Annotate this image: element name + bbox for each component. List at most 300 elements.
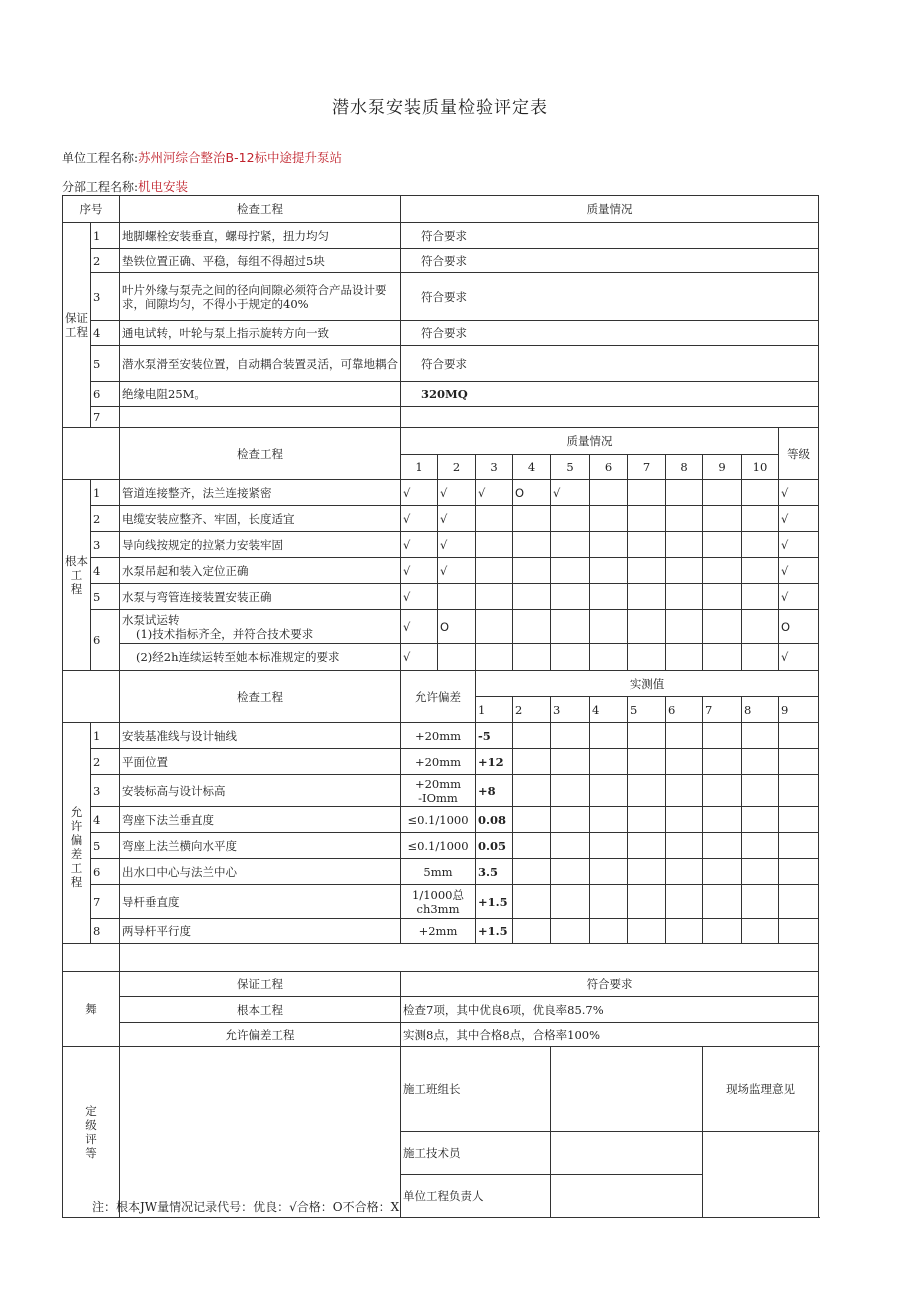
measured-empty (590, 807, 628, 833)
summary-item-value: 实测8点，其中合格8点，合格率100% (401, 1023, 819, 1047)
measured-value: 0.08 (476, 807, 513, 833)
guarantee-item: 通电试转，叶轮与泵上指示旋转方向一致 (120, 321, 401, 346)
row-number: 6 (91, 382, 120, 407)
row-number: 4 (91, 558, 120, 584)
measured-empty (742, 885, 779, 919)
measured-empty (742, 807, 779, 833)
quality-mark (742, 584, 779, 610)
measured-empty (551, 749, 590, 775)
measured-empty (628, 749, 666, 775)
summary-item-name: 保证工程 (120, 972, 401, 997)
row-number: 7 (91, 885, 120, 919)
basic-item: 水泵吊起和装入定位正确 (120, 558, 401, 584)
measured-empty (513, 807, 551, 833)
quality-mark (628, 610, 666, 644)
measured-empty (590, 885, 628, 919)
measured-value: 3.5 (476, 859, 513, 885)
guarantee-item: 垫铁位置正确、平稳，每组不得超过5块 (120, 249, 401, 273)
quality-col-number: 5 (551, 455, 590, 480)
basic-item: 管道连接整齐，法兰连接紧密 (120, 480, 401, 506)
quality-mark: √ (401, 610, 438, 644)
tolerance-item: 弯座上法兰横向水平度 (120, 833, 401, 859)
quality-col-number: 3 (476, 455, 513, 480)
row-number: 3 (91, 532, 120, 558)
table-row (63, 919, 819, 944)
tol-header-tolerance: 允许偏差 (401, 671, 476, 723)
blank-cell (63, 428, 120, 480)
row-number: 5 (91, 833, 120, 859)
basic-header-item: 检查工程 (120, 428, 401, 480)
quality-mark (551, 584, 590, 610)
table-row (63, 775, 819, 807)
table-row (63, 997, 819, 1023)
tolerance-value: ≤0.1/1000 (401, 807, 476, 833)
basic-item: 电缆安装应整齐、牢固，长度适宜 (120, 506, 401, 532)
quality-mark (742, 532, 779, 558)
quality-mark (590, 532, 628, 558)
row-number: 3 (91, 775, 120, 807)
blank-cell (63, 671, 120, 723)
quality-mark (628, 506, 666, 532)
basic-item (120, 610, 401, 644)
measured-empty (628, 775, 666, 807)
quality-mark (590, 506, 628, 532)
row-number: 6 (91, 610, 120, 671)
row-number: 2 (91, 249, 120, 273)
quality-mark (703, 584, 742, 610)
tol-header-item: 检查工程 (120, 671, 401, 723)
measured-empty (703, 859, 742, 885)
measured-empty (590, 859, 628, 885)
table-row (63, 196, 819, 223)
quality-mark (590, 480, 628, 506)
guarantee-result: 符合要求 (401, 346, 819, 382)
signature-cell (551, 1175, 703, 1218)
table-row (63, 833, 819, 859)
table-row (63, 1047, 819, 1132)
measured-empty (628, 919, 666, 944)
quality-mark (703, 644, 742, 671)
measured-col-number: 4 (590, 697, 628, 723)
row-number: 5 (91, 346, 120, 382)
measured-value: +8 (476, 775, 513, 807)
measured-value: 0.05 (476, 833, 513, 859)
measured-empty (703, 919, 742, 944)
quality-mark (628, 480, 666, 506)
measured-empty (779, 723, 819, 749)
measured-empty (513, 919, 551, 944)
quality-mark (703, 532, 742, 558)
tolerance-value: +2mm (401, 919, 476, 944)
grading-label: 定 级 评 等 (63, 1047, 120, 1218)
tolerance-item: 弯座下法兰垂直度 (120, 807, 401, 833)
measured-empty (628, 885, 666, 919)
page-title: 潜水泵安装质量检验评定表 (332, 98, 548, 118)
table-row (63, 723, 819, 749)
header-seq: 序号 (63, 196, 120, 223)
table-row (63, 749, 819, 775)
grade-mark: √ (779, 532, 819, 558)
guarantee-result (401, 407, 819, 428)
table-row (63, 944, 819, 972)
quality-mark (590, 584, 628, 610)
quality-mark (476, 584, 513, 610)
quality-mark: √ (401, 480, 438, 506)
table-row (63, 610, 819, 644)
quality-mark (666, 532, 703, 558)
tolerance-item: 导杆垂直度 (120, 885, 401, 919)
tolerance-item: 两导杆平行度 (120, 919, 401, 944)
summary-item-name: 允许偏差工程 (120, 1023, 401, 1047)
measured-empty (779, 749, 819, 775)
unit-project-value: 苏州河综合整治B-12标中途提升泵站 (138, 150, 343, 165)
measured-empty (551, 859, 590, 885)
quality-mark (703, 558, 742, 584)
measured-empty (628, 833, 666, 859)
measured-empty (703, 807, 742, 833)
measured-empty (551, 885, 590, 919)
grade-mark: O (779, 610, 819, 644)
quality-mark (438, 584, 476, 610)
table-row (63, 558, 819, 584)
tolerance-item: 出水口中心与法兰中心 (120, 859, 401, 885)
quality-mark (703, 506, 742, 532)
guarantee-result: 符合要求 (401, 223, 819, 249)
quality-mark (476, 610, 513, 644)
summary-item-value: 检查7项，其中优良6项，优良率85.7% (401, 997, 819, 1023)
measured-col-number: 2 (513, 697, 551, 723)
measured-empty (551, 919, 590, 944)
measured-empty (666, 919, 703, 944)
measured-empty (590, 723, 628, 749)
inspection-table (62, 195, 819, 1218)
measured-empty (742, 775, 779, 807)
table-row (63, 644, 819, 671)
sub-project-value: 机电安装 (138, 179, 189, 194)
guarantee-item (120, 407, 401, 428)
measured-empty (513, 833, 551, 859)
measured-empty (779, 919, 819, 944)
measured-empty (590, 775, 628, 807)
measured-empty (779, 833, 819, 859)
table-row (63, 506, 819, 532)
measured-empty (513, 749, 551, 775)
guarantee-item: 地脚螺栓安装垂直，螺母拧紧，扭力均匀 (120, 223, 401, 249)
measured-empty (590, 919, 628, 944)
measured-empty (742, 723, 779, 749)
table-row (63, 671, 819, 697)
quality-mark (513, 558, 551, 584)
basic-item-sub: (1)技术指标齐全，并符合技术要求 (136, 626, 314, 641)
guarantee-item: 绝缘电阻25M。 (120, 382, 401, 407)
quality-mark: √ (401, 584, 438, 610)
measured-empty (551, 775, 590, 807)
quality-col-number: 2 (438, 455, 476, 480)
measured-empty (703, 885, 742, 919)
basic-item: 水泵与弯管连接装置安装正确 (120, 584, 401, 610)
measured-empty (551, 833, 590, 859)
table-row (63, 885, 819, 919)
quality-mark (742, 506, 779, 532)
header-quality: 质量情况 (401, 196, 819, 223)
row-number: 4 (91, 807, 120, 833)
measured-empty (628, 859, 666, 885)
row-number: 1 (91, 480, 120, 506)
sub-project-line (62, 177, 188, 195)
quality-mark (742, 610, 779, 644)
quality-mark (476, 558, 513, 584)
table-row (63, 972, 819, 997)
grade-mark: √ (779, 558, 819, 584)
table-row (63, 382, 819, 407)
measured-empty (590, 749, 628, 775)
measured-col-number: 3 (551, 697, 590, 723)
quality-mark (590, 644, 628, 671)
quality-mark (513, 506, 551, 532)
basic-item: 导向线按规定的拉紧力安装牢固 (120, 532, 401, 558)
guarantee-result: 符合要求 (401, 321, 819, 346)
row-number: 7 (91, 407, 120, 428)
quality-mark: O (438, 610, 476, 644)
quality-mark (551, 506, 590, 532)
row-number: 8 (91, 919, 120, 944)
basic-header-quality: 质量情况 (401, 428, 779, 455)
measured-empty (513, 723, 551, 749)
blank-cell (120, 944, 819, 972)
quality-col-number: 8 (666, 455, 703, 480)
measured-empty (628, 723, 666, 749)
quality-mark (438, 644, 476, 671)
row-number: 2 (91, 749, 120, 775)
quality-mark (666, 610, 703, 644)
measured-empty (742, 859, 779, 885)
measured-col-number: 6 (666, 697, 703, 723)
measured-empty (513, 859, 551, 885)
tolerance-item: 平面位置 (120, 749, 401, 775)
role-label: 单位工程负责人 (401, 1175, 551, 1218)
quality-col-number: 10 (742, 455, 779, 480)
quality-mark (513, 610, 551, 644)
measured-empty (779, 859, 819, 885)
quality-mark (703, 610, 742, 644)
measured-empty (628, 807, 666, 833)
guarantee-item: 潜水泵滑至安装位置，自动耦合装置灵活，可靠地耦合 (120, 346, 401, 382)
role-label: 施工技术员 (401, 1132, 551, 1175)
measured-empty (666, 775, 703, 807)
measured-empty (779, 775, 819, 807)
basic-label: 根本 工 程 (63, 480, 91, 671)
quality-col-number: 1 (401, 455, 438, 480)
measured-empty (590, 833, 628, 859)
quality-mark (628, 558, 666, 584)
grading-blank (120, 1047, 401, 1218)
table-row (63, 807, 819, 833)
grade-mark: √ (779, 506, 819, 532)
measured-empty (703, 749, 742, 775)
measured-empty (513, 775, 551, 807)
row-number: 6 (91, 859, 120, 885)
blank-cell (63, 944, 120, 972)
basic-item-sub: (2)经2h连续运转至她本标准规定的要求 (136, 650, 340, 664)
guarantee-result: 符合要求 (401, 273, 819, 321)
table-row (63, 346, 819, 382)
table-row (63, 407, 819, 428)
row-number: 1 (91, 723, 120, 749)
quality-mark (628, 584, 666, 610)
measured-empty (513, 885, 551, 919)
summary-item-value: 符合要求 (401, 972, 819, 997)
quality-mark (551, 558, 590, 584)
tol-header-measured: 实测值 (476, 671, 819, 697)
quality-mark (513, 584, 551, 610)
quality-mark (590, 610, 628, 644)
quality-mark (666, 506, 703, 532)
quality-mark (666, 558, 703, 584)
sub-project-label: 分部工程名称: (62, 180, 139, 194)
measured-empty (703, 723, 742, 749)
supervisor-blank (703, 1132, 819, 1218)
row-number: 1 (91, 223, 120, 249)
role-label: 施工班组长 (401, 1047, 551, 1132)
measured-empty (666, 723, 703, 749)
measured-empty (666, 833, 703, 859)
measured-value: -5 (476, 723, 513, 749)
tolerance-item: 安装基准线与设计轴线 (120, 723, 401, 749)
quality-col-number: 7 (628, 455, 666, 480)
tolerance-value: +20mm (401, 749, 476, 775)
unit-project-label: 单位工程名称: (62, 151, 139, 165)
measured-col-number: 8 (742, 697, 779, 723)
measured-value: +12 (476, 749, 513, 775)
table-row (63, 249, 819, 273)
quality-mark: √ (401, 532, 438, 558)
tolerance-item: 安装标高与设计标高 (120, 775, 401, 807)
quality-mark: √ (476, 480, 513, 506)
quality-mark (513, 532, 551, 558)
tolerance-value: 5mm (401, 859, 476, 885)
measured-empty (666, 807, 703, 833)
table-row (63, 273, 819, 321)
measured-empty (666, 885, 703, 919)
measured-value: +1.5 (476, 919, 513, 944)
header-item: 检查工程 (120, 196, 401, 223)
measured-empty (779, 885, 819, 919)
tolerance-value: +20mm (401, 723, 476, 749)
tolerance-value: ≤0.1/1000 (401, 833, 476, 859)
quality-mark: O (513, 480, 551, 506)
quality-col-number: 6 (590, 455, 628, 480)
quality-mark (666, 480, 703, 506)
quality-mark (551, 532, 590, 558)
quality-mark (703, 480, 742, 506)
quality-col-number: 4 (513, 455, 551, 480)
quality-mark (628, 532, 666, 558)
table-row (63, 1023, 819, 1047)
quality-mark: √ (438, 506, 476, 532)
table-row (63, 480, 819, 506)
quality-mark (742, 644, 779, 671)
measured-empty (703, 833, 742, 859)
quality-mark (551, 644, 590, 671)
tolerance-label: 允 许 偏 差 工 程 (63, 723, 91, 944)
quality-mark: √ (551, 480, 590, 506)
basic-header-grade: 等级 (779, 428, 819, 480)
row-number: 3 (91, 273, 120, 321)
measured-col-number: 5 (628, 697, 666, 723)
basic-item-title: 水泵试运转 (122, 612, 180, 627)
quality-mark (666, 644, 703, 671)
signature-cell (551, 1132, 703, 1175)
quality-mark: √ (438, 532, 476, 558)
footnote: 注：根本JW量情况记录代号：优良：√合格：O不合格：X (92, 1200, 400, 1214)
quality-col-number: 9 (703, 455, 742, 480)
grade-mark: √ (779, 584, 819, 610)
table-row (63, 532, 819, 558)
table-row (63, 428, 819, 455)
table-row (63, 584, 819, 610)
guarantee-label: 保证 工程 (63, 223, 91, 428)
row-number: 2 (91, 506, 120, 532)
measured-empty (666, 749, 703, 775)
quality-mark: √ (438, 480, 476, 506)
row-number: 4 (91, 321, 120, 346)
table-row (63, 859, 819, 885)
measured-empty (666, 859, 703, 885)
quality-mark (476, 506, 513, 532)
table-row (63, 223, 819, 249)
measured-empty (742, 919, 779, 944)
guarantee-result: 符合要求 (401, 249, 819, 273)
quality-mark: √ (401, 506, 438, 532)
table-row (63, 321, 819, 346)
quality-mark: √ (401, 644, 438, 671)
quality-mark (742, 558, 779, 584)
tolerance-value: 1/1000总 ch3mm (401, 885, 476, 919)
measured-col-number: 7 (703, 697, 742, 723)
quality-mark (666, 584, 703, 610)
guarantee-item: 叶片外缘与泵壳之间的径向间隙必须符合产品设计要求，间隙均匀，不得小于规定的40% (120, 273, 401, 321)
summary-label: 舞 (63, 972, 120, 1047)
supervisor-opinion: 现场监理意见 (703, 1047, 819, 1132)
unit-project-line (62, 148, 342, 166)
quality-mark (551, 610, 590, 644)
quality-mark (513, 644, 551, 671)
grade-mark: √ (779, 480, 819, 506)
row-number: 5 (91, 584, 120, 610)
measured-empty (551, 723, 590, 749)
measured-value: +1.5 (476, 885, 513, 919)
quality-mark (476, 644, 513, 671)
quality-mark (590, 558, 628, 584)
grade-mark: √ (779, 644, 819, 671)
measured-col-number: 1 (476, 697, 513, 723)
quality-mark (476, 532, 513, 558)
measured-empty (742, 833, 779, 859)
measured-empty (551, 807, 590, 833)
summary-item-name: 根本工程 (120, 997, 401, 1023)
signature-cell (551, 1047, 703, 1132)
quality-mark (742, 480, 779, 506)
measured-col-number: 9 (779, 697, 819, 723)
quality-mark: √ (438, 558, 476, 584)
quality-mark: √ (401, 558, 438, 584)
measured-empty (779, 807, 819, 833)
measured-empty (742, 749, 779, 775)
quality-mark (628, 644, 666, 671)
basic-item (120, 644, 401, 671)
measured-empty (703, 775, 742, 807)
guarantee-result: 320MQ (401, 382, 819, 407)
